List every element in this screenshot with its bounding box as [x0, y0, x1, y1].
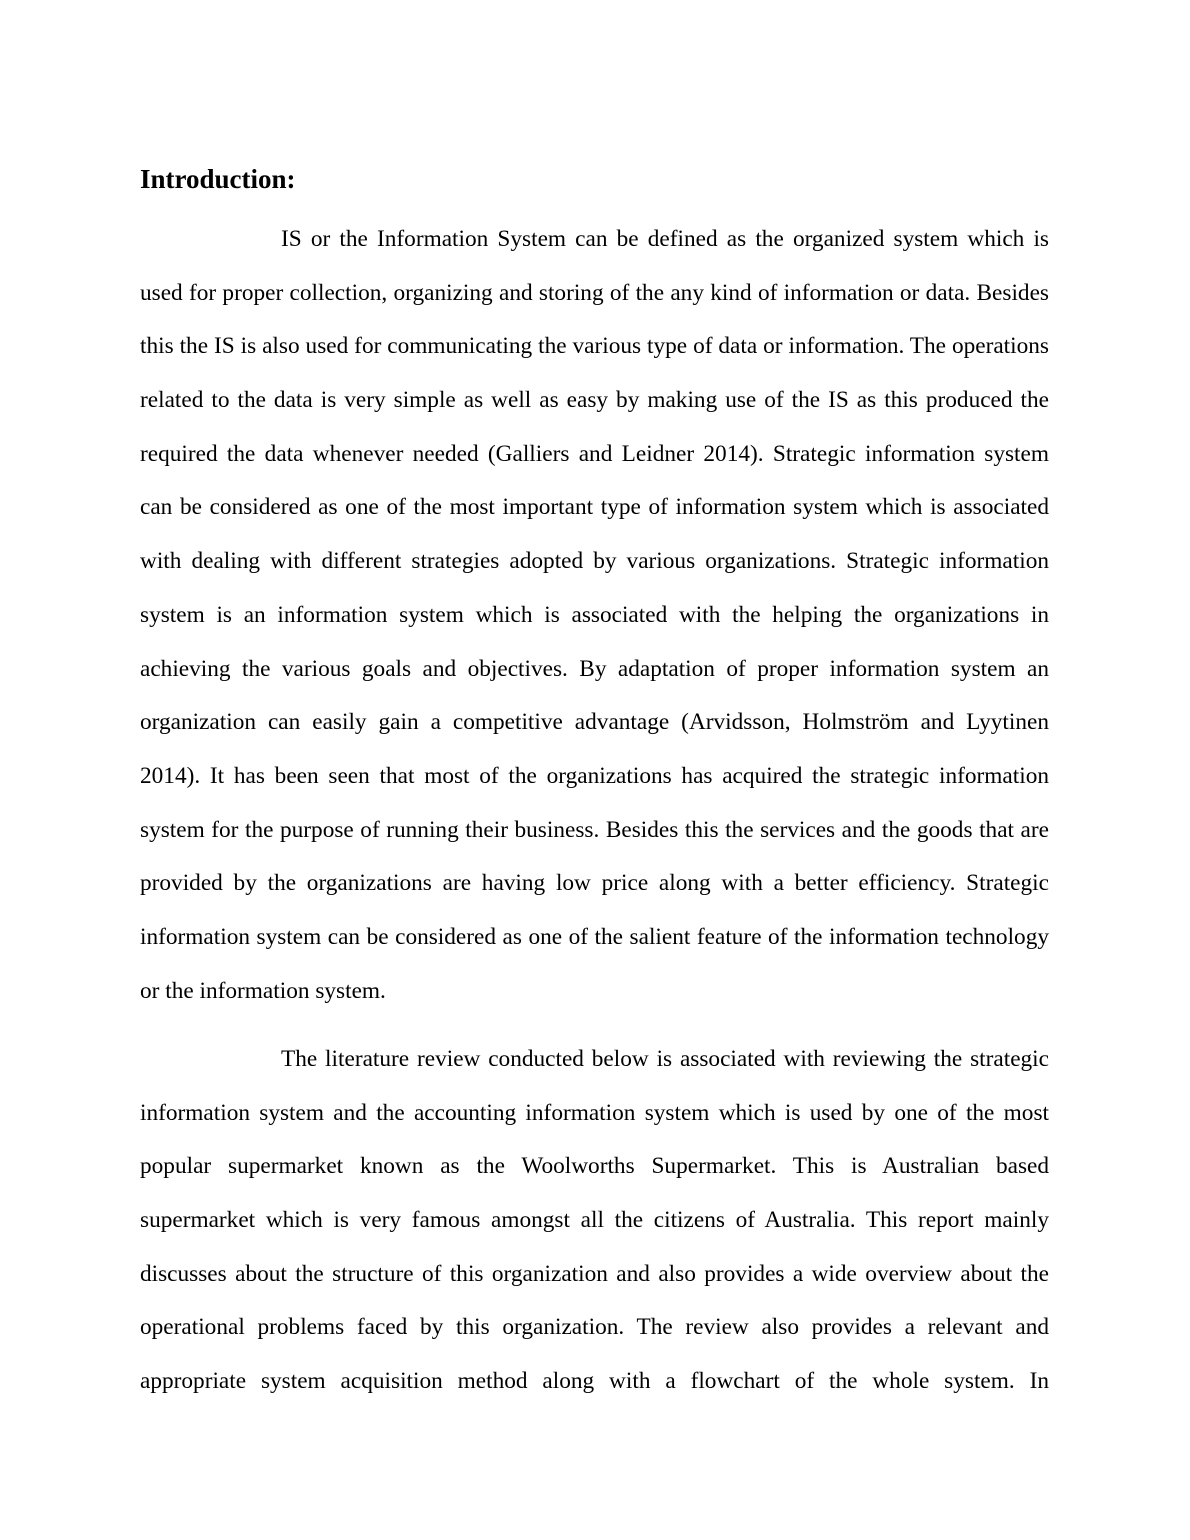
text-line: with dealing with different strategies adopted by various organizations. Strategic information	[140, 548, 1049, 575]
text-line: organization can easily gain a competitive advantage (Arvidsson, Holmström and Lyytinen	[140, 709, 1049, 736]
section-heading: Introduction:	[140, 164, 296, 194]
text-line: discusses about the structure of this organization and also provides a wide overview about the	[140, 1260, 1049, 1287]
text-line: popular supermarket known as the Woolworths Supermarket. This is Australian based	[140, 1153, 1049, 1180]
paragraph-1	[140, 213, 1049, 1018]
text-line: IS or the Information System can be defined as the organized system which is	[281, 226, 1049, 252]
paragraph-2	[140, 1033, 1049, 1409]
text-line: 2014). It has been seen that most of the organizations has acquired the strategic information	[140, 762, 1049, 789]
text-line: this the IS is also used for communicating the various type of data or information. The operations	[140, 333, 1049, 360]
text-line: provided by the organizations are having low price along with a better efficiency. Strategic	[140, 870, 1049, 897]
text-line: system for the purpose of running their business. Besides this the services and the goods that are	[140, 816, 1049, 843]
text-line: related to the data is very simple as well as easy by making use of the IS as this produced the	[140, 387, 1049, 414]
text-line: required the data whenever needed (Galliers and Leidner 2014). Strategic information system	[140, 440, 1049, 467]
text-line: or the information system.	[140, 977, 386, 1004]
text-line: achieving the various goals and objectives. By adaptation of proper information system an	[140, 655, 1049, 682]
text-line: used for proper collection, organizing and storing of the any kind of information or data. Besides	[140, 279, 1049, 306]
text-line: system is an information system which is associated with the helping the organizations in	[140, 601, 1049, 628]
text-line: information system and the accounting information system which is used by one of the most	[140, 1099, 1049, 1126]
text-line: can be considered as one of the most important type of information system which is associated	[140, 494, 1049, 521]
text-line: supermarket which is very famous amongst all the citizens of Australia. This report mainly	[140, 1207, 1049, 1234]
text-line: operational problems faced by this organization. The review also provides a relevant and	[140, 1314, 1049, 1341]
text-line: appropriate system acquisition method along with a flowchart of the whole system. In	[140, 1368, 1049, 1395]
text-line: The literature review conducted below is associated with reviewing the strategic	[281, 1046, 1049, 1072]
text-line: information system can be considered as one of the salient feature of the information technology	[140, 923, 1049, 950]
